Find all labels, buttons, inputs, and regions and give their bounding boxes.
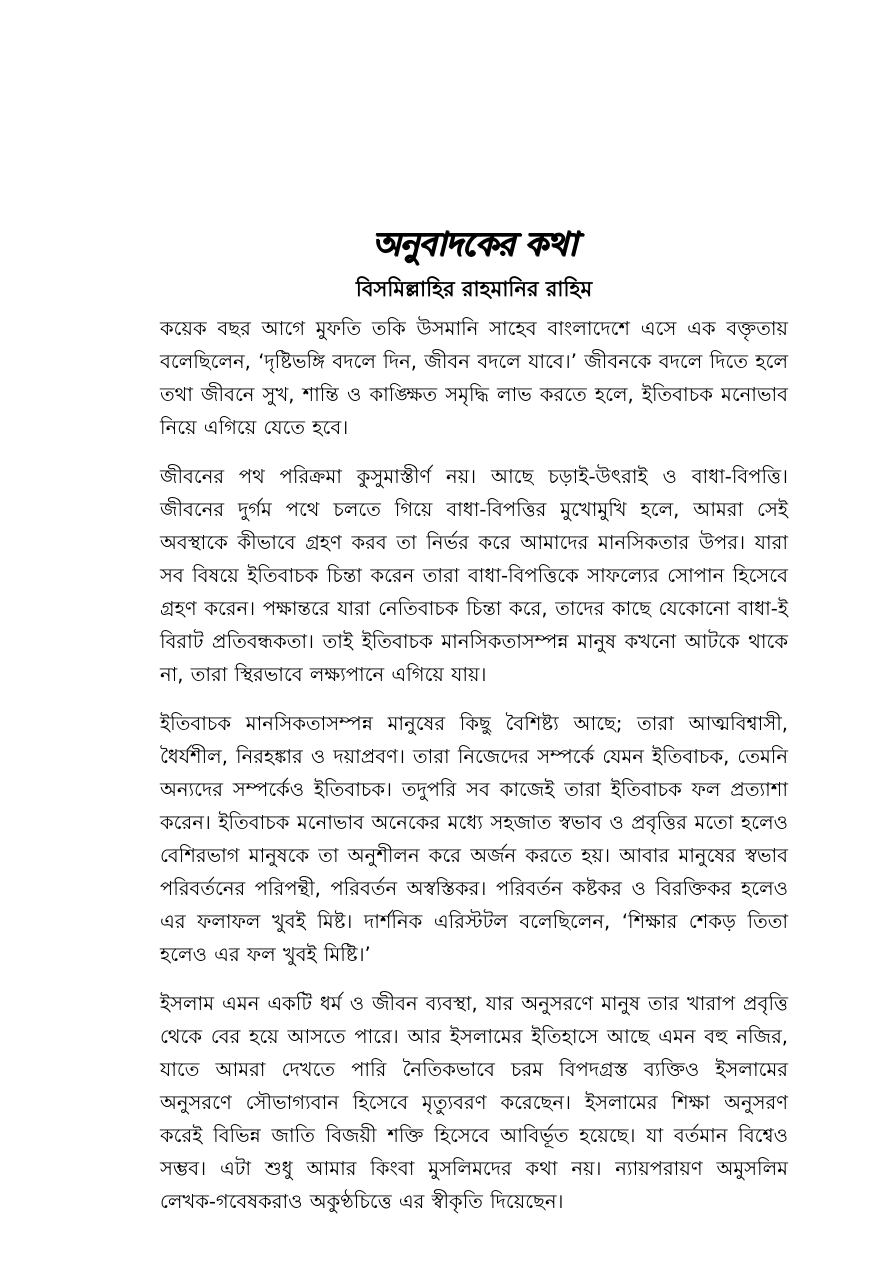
document-page — [160, 222, 788, 1218]
paragraph-2: জীবনের পথ পরিক্রমা কুসুমাস্তীর্ণ নয়। আছে চড়াই-উৎরাই ও বাধা-বিপত্তি। জীবনের দুর্গম পথে চলতে গিয়ে বাধা-বিপত্তির মুখোমুখি হলে, আমরা সেই অবস্থাকে কীভাবে গ্রহণ করব তা নির্ভর করে আমাদের মানসিকতার উপর। যারা সব বিষয়ে ইতিবাচক চিন্তা করেন তারা বাধা-বিপত্তিকে সাফল্যের সোপান হিসেবে গ্রহণ করেন। পক্ষান্তরে যারা নেতিবাচক চিন্তা করে, তাদের কাছে যেকোনো বাধা-ই বিরাট প্রতিবন্ধকতা। তাই ইতিবাচক মানসিকতাসম্পন্ন মানুষ কখনো আটকে থাকে না, তারা স্থিরভাবে লক্ষ্যপানে এগিয়ে যায়। — [160, 465, 788, 686]
paragraph-4: ইসলাম এমন একটি ধর্ম ও জীবন ব্যবস্থা, যার অনুসরণে মানুষ তার খারাপ প্রবৃত্তি থেকে বের হয়ে আসতে পারে। আর ইসলামের ইতিহাসে আছে এমন বহু নজির, যাতে আমরা দেখতে পারি নৈতিকভাবে চরম বিপদগ্রস্ত ব্যক্তিও ইসলামের অনুসরণে সৌভাগ্যবান হিসেবে মৃত্যুবরণ করেছেন। ইসলামের শিক্ষা অনুসরণ করেই বিভিন্ন জাতি বিজয়ী শক্তি হিসেবে আবির্ভূত হয়েছে। যা বর্তমান বিশ্বেও সম্ভব। এটা শুধু আমার কিংবা মুসলিমদের কথা নয়। ন্যায়পরায়ণ অমুসলিম লেখক-গবেষকরাও অকুণ্ঠচিত্তে এর স্বীকৃতি দিয়েছেন। — [160, 992, 788, 1213]
paragraph-3: ইতিবাচক মানসিকতাসম্পন্ন মানুষের কিছু বৈশিষ্ট্য আছে; তারা আত্মবিশ্বাসী, ধৈর্যশীল, নিরহঙ্কার ও দয়াপ্রবণ। তারা নিজেদের সম্পর্কে যেমন ইতিবাচক, তেমনি অন্যদের সম্পর্কেও ইতিবাচক। তদুপরি সব কাজেই তারা ইতিবাচক ফল প্রত্যাশা করেন। ইতিবাচক মনোভাব অনেকের মধ্যে সহজাত স্বভাব ও প্রবৃত্তির মতো হলেও বেশিরভাগ মানুষকে তা অনুশীলন করে অর্জন করতে হয়। আবার মানুষের স্বভাব পরিবর্তনের পরিপন্থী, পরিবর্তন অস্বস্তিকর। পরিবর্তন কষ্টকর ও বিরক্তিকর হলেও এর ফলাফল খুবই মিষ্ট। দার্শনিক এরিস্টটল বলেছিলেন, ‘শিক্ষার শেকড় তিতা হলেও এর ফল খুবই মিষ্টি।’ — [160, 712, 788, 966]
paragraph-1: কয়েক বছর আগে মুফতি তকি উসমানি সাহেব বাংলাদেশে এসে এক বক্তৃতায় বলেছিলেন, ‘দৃষ্টিভঙ্গি বদলে দিন, জীবন বদলে যাবে।’ জীবনকে বদলে দিতে হলে তথা জীবনে সুখ, শান্তি ও কাঙ্ক্ষিত সমৃদ্ধি লাভ করতে হলে, ইতিবাচক মনোভাব নিয়ে এগিয়ে যেতে হবে। — [160, 317, 788, 439]
page-subtitle: বিসমিল্লাহির রাহমানির রাহিম — [355, 277, 593, 301]
page-title: অনুবাদকের কথা — [371, 224, 577, 263]
